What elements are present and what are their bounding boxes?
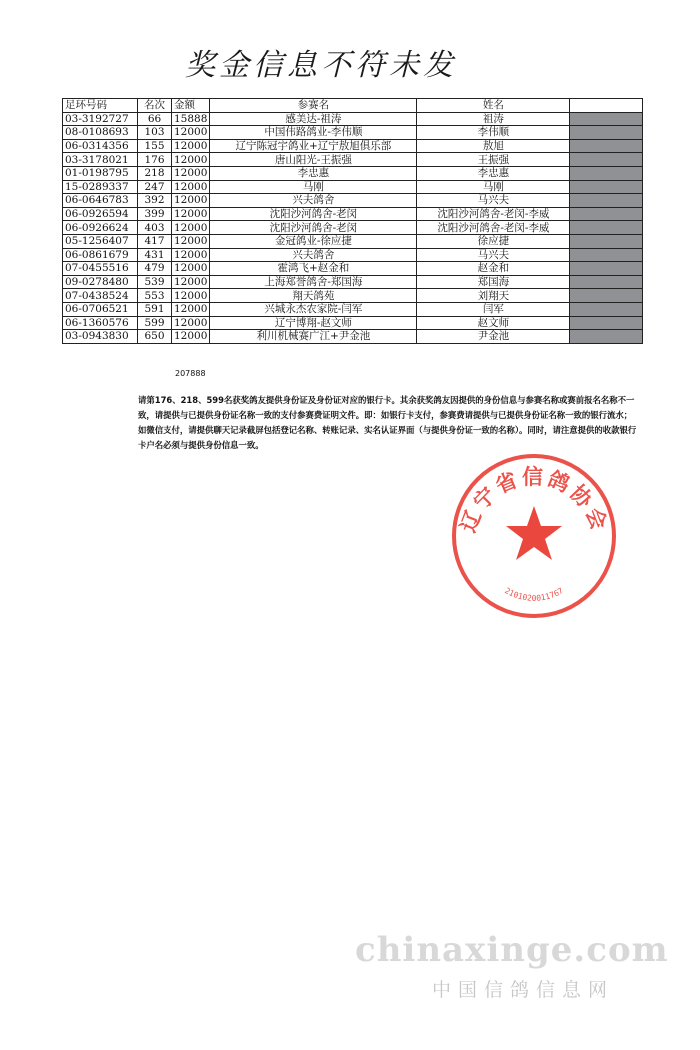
- table-row: [63, 153, 643, 167]
- team-name-cell: 利川机械赛广江+尹金池: [210, 330, 417, 344]
- person-name-cell: 马刚: [417, 180, 570, 194]
- table-row: [63, 166, 643, 180]
- svg-text:2101020011767: [503, 586, 565, 603]
- table-row: [63, 221, 643, 235]
- team-name-cell: 沈阳沙河鸽舍-老闵: [210, 207, 417, 221]
- team-name-cell: 沈阳沙河鸽舍-老闵: [210, 221, 417, 235]
- team-name-cell: 翔天鸽苑: [210, 289, 417, 303]
- redacted-cell: [570, 248, 643, 262]
- ring-number-cell: 06-0314356: [63, 139, 138, 153]
- amount-cell: 12000: [172, 262, 210, 276]
- table-row: [63, 289, 643, 303]
- rank-cell: 431: [138, 248, 172, 262]
- rank-cell: 155: [138, 139, 172, 153]
- ring-number-cell: 06-1360576: [63, 316, 138, 330]
- total-amount: 207888: [175, 369, 206, 378]
- redacted-cell: [570, 126, 643, 140]
- rank-cell: 176: [138, 153, 172, 167]
- amount-cell: 12000: [172, 275, 210, 289]
- ring-number-cell: 15-0289337: [63, 180, 138, 194]
- rank-cell: 650: [138, 330, 172, 344]
- redacted-cell: [570, 153, 643, 167]
- redacted-cell: [570, 302, 643, 316]
- amount-cell: 12000: [172, 289, 210, 303]
- seal-text: 辽宁省信鸽协会: [455, 464, 613, 536]
- person-name-cell: 马兴夫: [417, 248, 570, 262]
- amount-cell: 12000: [172, 180, 210, 194]
- rank-cell: 392: [138, 194, 172, 208]
- table-row: [63, 139, 643, 153]
- amount-cell: 12000: [172, 330, 210, 344]
- ring-number-cell: 05-1256407: [63, 234, 138, 248]
- amount-cell: 12000: [172, 248, 210, 262]
- amount-cell: 12000: [172, 194, 210, 208]
- header-ring-number: 足环号码: [63, 99, 138, 113]
- redacted-cell: [570, 275, 643, 289]
- official-seal-stamp: [448, 450, 620, 622]
- rank-cell: 247: [138, 180, 172, 194]
- table-row: [63, 112, 643, 126]
- table-row: [63, 275, 643, 289]
- ring-number-cell: 06-0926594: [63, 207, 138, 221]
- redacted-cell: [570, 234, 643, 248]
- redacted-cell: [570, 112, 643, 126]
- rank-cell: 479: [138, 262, 172, 276]
- team-name-cell: 兴城永杰农家院-闫军: [210, 302, 417, 316]
- ring-number-cell: 06-0646783: [63, 194, 138, 208]
- redacted-cell: [570, 139, 643, 153]
- rank-cell: 553: [138, 289, 172, 303]
- amount-cell: 12000: [172, 166, 210, 180]
- table-row: [63, 248, 643, 262]
- ring-number-cell: 07-0438524: [63, 289, 138, 303]
- table-row: [63, 330, 643, 344]
- seal-number: 2101020011767: [503, 586, 565, 603]
- header-rank: 名次: [138, 99, 172, 113]
- header-amount: 金额: [172, 99, 210, 113]
- header-team-name: 参赛名: [210, 99, 417, 113]
- person-name-cell: 郑国海: [417, 275, 570, 289]
- person-name-cell: 闫军: [417, 302, 570, 316]
- amount-cell: 12000: [172, 139, 210, 153]
- table-row: [63, 234, 643, 248]
- rank-cell: 218: [138, 166, 172, 180]
- redacted-cell: [570, 166, 643, 180]
- rank-cell: 103: [138, 126, 172, 140]
- table-row: [63, 207, 643, 221]
- team-name-cell: 金冠鸽业-徐应捷: [210, 234, 417, 248]
- team-name-cell: 兴夫鸽舍: [210, 194, 417, 208]
- amount-cell: 12000: [172, 316, 210, 330]
- table-row: [63, 316, 643, 330]
- team-name-cell: 马刚: [210, 180, 417, 194]
- person-name-cell: 刘翔天: [417, 289, 570, 303]
- ring-number-cell: 06-0926624: [63, 221, 138, 235]
- ring-number-cell: 09-0278480: [63, 275, 138, 289]
- table-row: [63, 126, 643, 140]
- team-name-cell: 上海郑誉鸽舍-郑国海: [210, 275, 417, 289]
- seal-star-icon: [506, 506, 562, 560]
- team-name-cell: 辽宁博翔-赵文师: [210, 316, 417, 330]
- rank-cell: 66: [138, 112, 172, 126]
- redacted-cell: [570, 180, 643, 194]
- person-name-cell: 沈阳沙河鸽舍-老闵-李威: [417, 207, 570, 221]
- rank-cell: 417: [138, 234, 172, 248]
- amount-cell: 12000: [172, 153, 210, 167]
- rank-cell: 399: [138, 207, 172, 221]
- table-row: [63, 180, 643, 194]
- ring-number-cell: 03-3178021: [63, 153, 138, 167]
- team-name-cell: 霍鸿飞+赵金和: [210, 262, 417, 276]
- person-name-cell: 赵金和: [417, 262, 570, 276]
- person-name-cell: 敖旭: [417, 139, 570, 153]
- watermark-site-name: 中国信鸽信息网: [432, 979, 615, 1001]
- team-name-cell: 李忠惠: [210, 166, 417, 180]
- redacted-cell: [570, 207, 643, 221]
- person-name-cell: 沈阳沙河鸽舍-老闵-李威: [417, 221, 570, 235]
- watermark-domain: chinaxinge.com: [355, 930, 669, 970]
- person-name-cell: 徐应捷: [417, 234, 570, 248]
- ring-number-cell: 06-0706521: [63, 302, 138, 316]
- header-redacted: [570, 99, 643, 113]
- team-name-cell: 感美达-祖涛: [210, 112, 417, 126]
- amount-cell: 15888: [172, 112, 210, 126]
- prize-table: [62, 98, 643, 344]
- header-person-name: 姓名: [417, 99, 570, 113]
- instruction-note: 请第176、218、599名获奖鸽友提供身份证及身份证对应的银行卡。其余获奖鸽友因提供的身份信息与参赛名称或赛前报名名称不一致，请提供与已提供身份证名称一致的支付参赛费证明文件。即：如银行卡支付，参赛费请提供与已提供身份证名称一致的银行流水；如微信支付，请提供聊天记录截屏包括登记名称、转账记录、实名认证界面（与提供身份证一致的名称）。同时，请注意提供的收款银行卡户名必须与提供身份信息一致。: [138, 395, 637, 450]
- redacted-cell: [570, 262, 643, 276]
- ring-number-cell: 03-0943830: [63, 330, 138, 344]
- team-name-cell: 唐山阳光-王振强: [210, 153, 417, 167]
- rank-cell: 599: [138, 316, 172, 330]
- person-name-cell: 李伟顺: [417, 126, 570, 140]
- table-row: [63, 262, 643, 276]
- team-name-cell: 兴夫鸽舍: [210, 248, 417, 262]
- amount-cell: 12000: [172, 221, 210, 235]
- person-name-cell: 尹金池: [417, 330, 570, 344]
- table-row: [63, 302, 643, 316]
- ring-number-cell: 01-0198795: [63, 166, 138, 180]
- person-name-cell: 赵文师: [417, 316, 570, 330]
- ring-number-cell: 07-0455516: [63, 262, 138, 276]
- ring-number-cell: 08-0108693: [63, 126, 138, 140]
- amount-cell: 12000: [172, 207, 210, 221]
- table-header-row: [63, 99, 643, 113]
- person-name-cell: 马兴夫: [417, 194, 570, 208]
- table-row: [63, 194, 643, 208]
- redacted-cell: [570, 330, 643, 344]
- person-name-cell: 祖涛: [417, 112, 570, 126]
- redacted-cell: [570, 221, 643, 235]
- rank-cell: 591: [138, 302, 172, 316]
- document-title: 奖金信息不符未发: [185, 48, 457, 83]
- team-name-cell: 中国伟路鸽业-李伟顺: [210, 126, 417, 140]
- amount-cell: 12000: [172, 126, 210, 140]
- rank-cell: 539: [138, 275, 172, 289]
- amount-cell: 12000: [172, 302, 210, 316]
- person-name-cell: 李忠惠: [417, 166, 570, 180]
- team-name-cell: 辽宁陈冠宇鸽业+辽宁敖旭俱乐部: [210, 139, 417, 153]
- redacted-cell: [570, 194, 643, 208]
- rank-cell: 403: [138, 221, 172, 235]
- ring-number-cell: 06-0861679: [63, 248, 138, 262]
- redacted-cell: [570, 289, 643, 303]
- amount-cell: 12000: [172, 234, 210, 248]
- redacted-cell: [570, 316, 643, 330]
- ring-number-cell: 03-3192727: [63, 112, 138, 126]
- person-name-cell: 王振强: [417, 153, 570, 167]
